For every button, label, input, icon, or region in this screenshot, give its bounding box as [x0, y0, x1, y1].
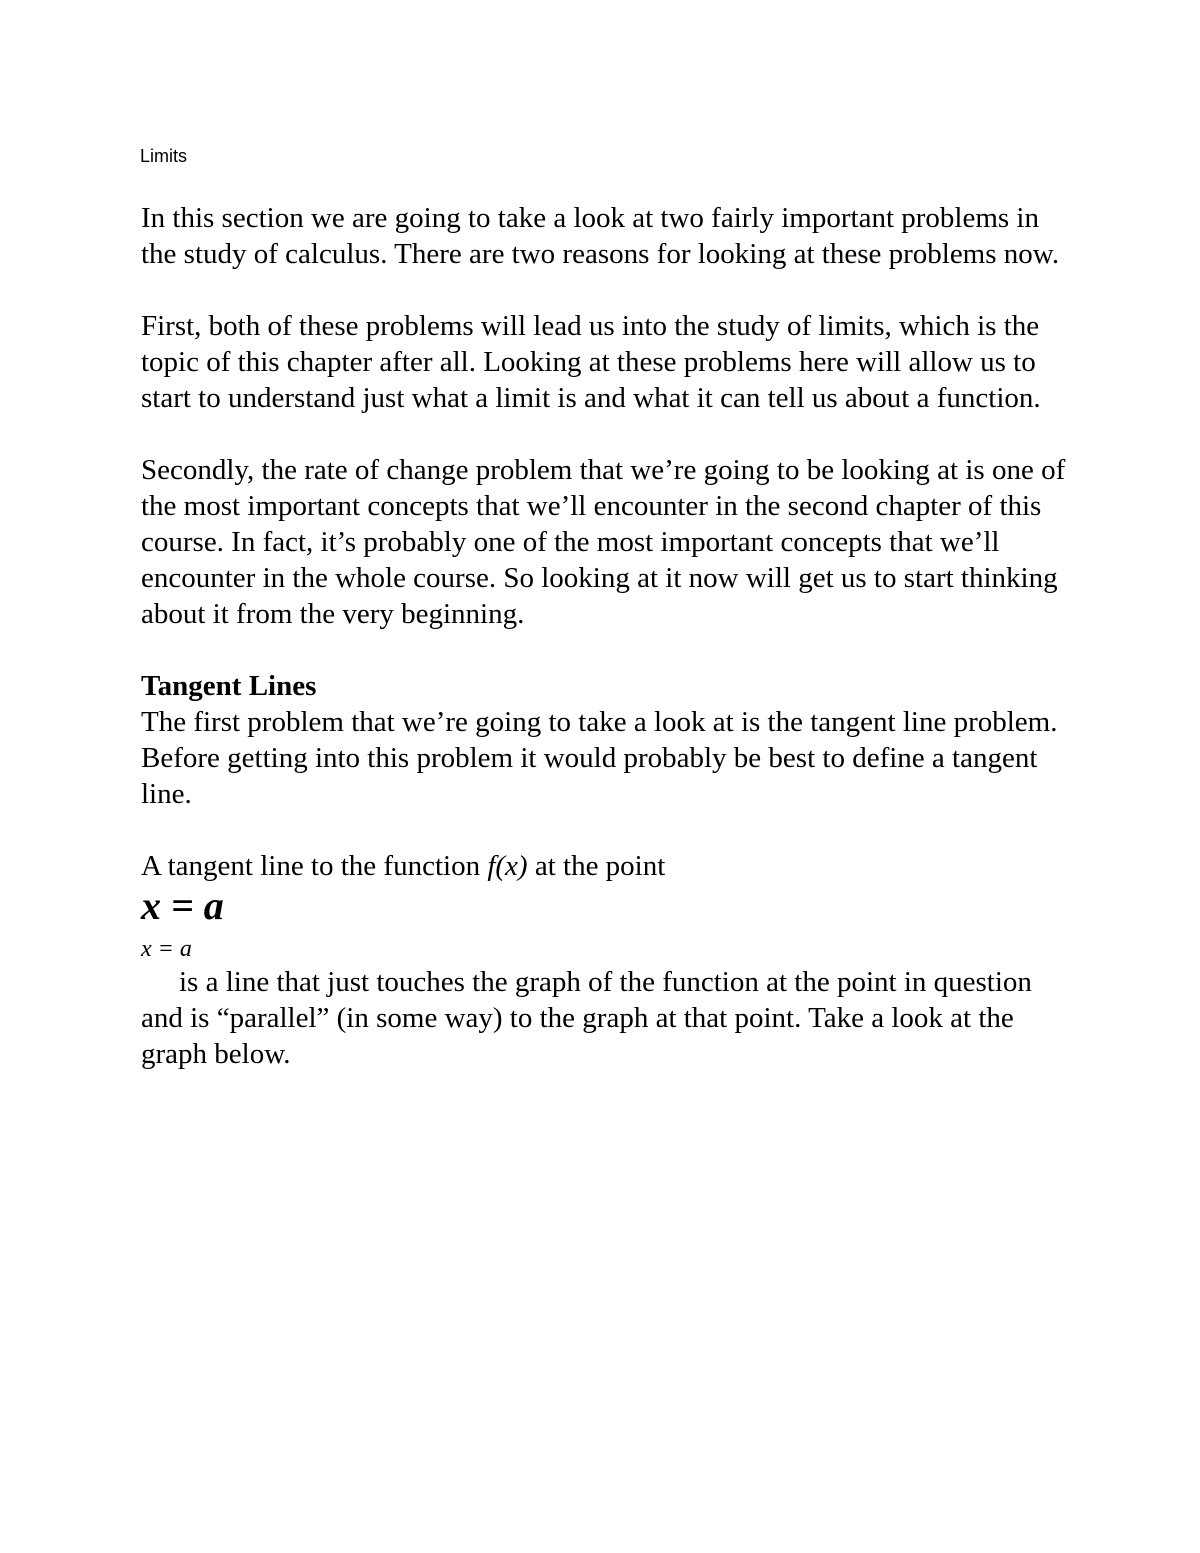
- tangent-paragraph-1: The first problem that we’re going to take a look at is the tangent line problem. Before getting into this problem it would probably be best to define a tangent line.: [141, 706, 1058, 810]
- intro-paragraph-3: Secondly, the rate of change problem that we’re going to be looking at is one of the most important concepts that we’ll encounter in the second chapter of this course. In fact, it’s probably one of the most important concepts that we’ll encounter in the whole course. So looking at it now will get us to start thinking about it from the very beginning.: [141, 454, 1066, 630]
- section-heading: Tangent Lines: [141, 670, 317, 702]
- document-body: [141, 200, 1071, 1072]
- document-label: Limits: [140, 146, 188, 166]
- tangent-definition-line: [141, 848, 1071, 884]
- definition-prefix: A tangent line to the function: [141, 850, 488, 882]
- equation-small: x = a: [141, 936, 192, 962]
- equation-large: x = a: [141, 883, 224, 928]
- function-notation: f(x): [487, 850, 528, 882]
- intro-paragraph-2: First, both of these problems will lead us into the study of limits, which is the topic of this chapter after all. Looking at these problems here will allow us to start to understand just what a limit is and what it can tell us about a function.: [141, 310, 1041, 414]
- intro-paragraph-1: In this section we are going to take a look at two fairly important problems in the study of calculus. There are two reasons for looking at these problems now.: [141, 202, 1060, 270]
- tangent-definition-continued: is a line that just touches the graph of the function at the point in question and is “parallel” (in some way) to the graph at that point. Take a look at the graph below.: [141, 966, 1032, 1070]
- definition-suffix: at the point: [527, 850, 666, 882]
- tangent-lines-section: [141, 668, 1071, 1072]
